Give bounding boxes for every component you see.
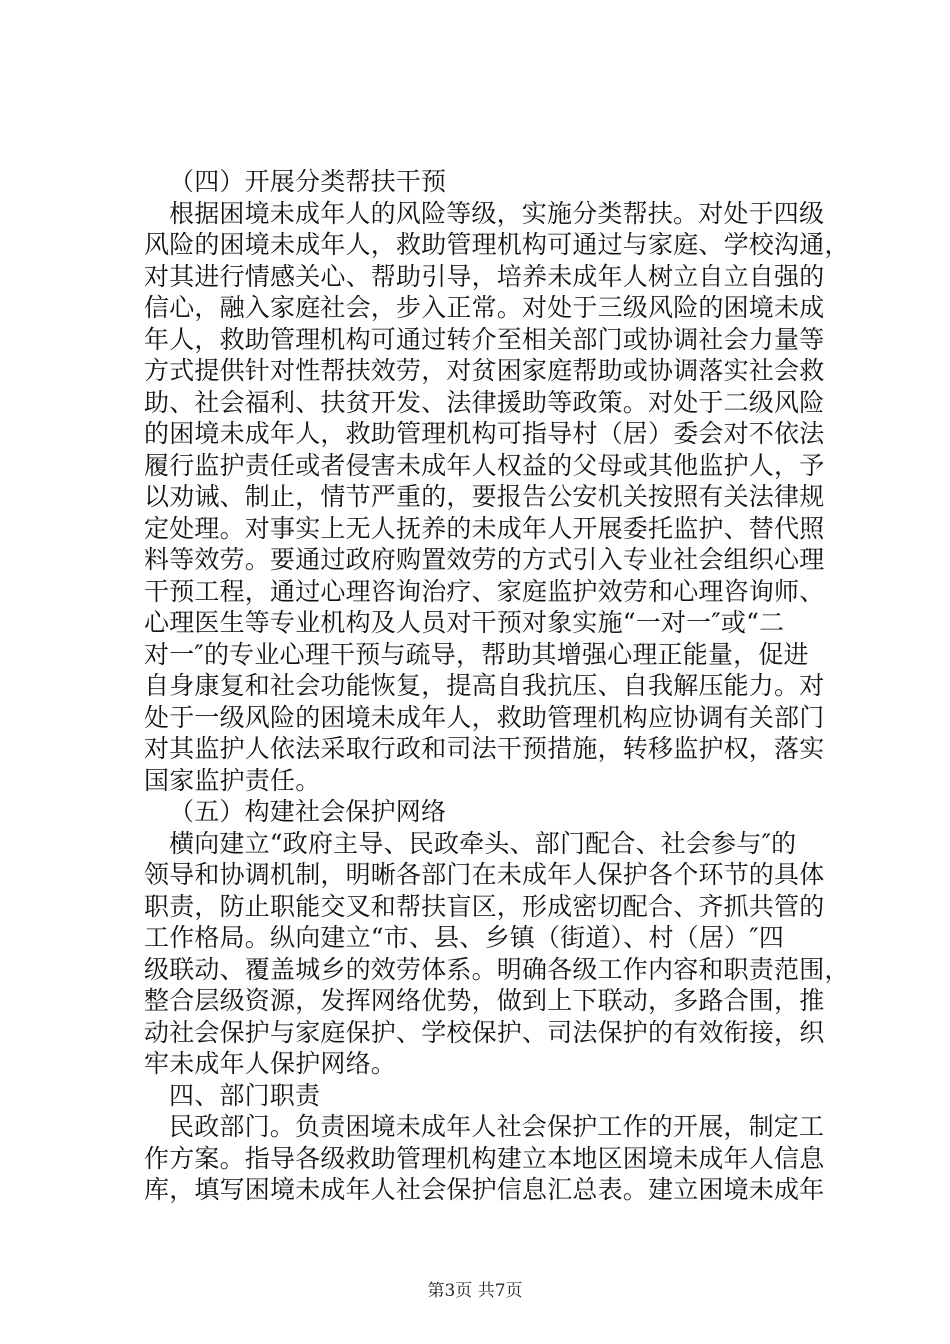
paragraph-line: 定处理。对事实上无人抚养的未成年人开展委托监护、替代照 <box>144 513 825 543</box>
section-heading-5: （五）构建社会保护网络 <box>169 797 447 826</box>
paragraph-line: 风险的困境未成年人，救助管理机构可通过与家庭、学校沟通， <box>144 230 850 259</box>
paragraph-line: 履行监护责任或者侵害未成年人权益的父母或其他监护人，予 <box>144 450 825 480</box>
paragraph-line: 国家监护责任。 <box>144 765 321 795</box>
paragraph-line: 处于一级风险的困境未成年人，救助管理机构应协调有关部门 <box>144 702 825 732</box>
paragraph-line: 根据困境未成年人的风险等级，实施分类帮扶。对处于四级 <box>169 198 825 228</box>
paragraph-line: 作方案。指导各级救助管理机构建立本地区困境未成年人信息 <box>144 1143 825 1173</box>
paragraph-line: 信心，融入家庭社会，步入正常。对处于三级风险的困境未成 <box>144 293 825 322</box>
paragraph-line: 民政部门。负责困境未成年人社会保护工作的开展，制定工 <box>169 1112 825 1141</box>
section-heading-duties: 四、部门职责 <box>169 1080 321 1110</box>
paragraph-line: 年人，救助管理机构可通过转介至相关部门或协调社会力量等 <box>144 324 825 354</box>
paragraph-line: 横向建立“政府主导、民政牵头、部门配合、社会参与″的 <box>169 828 797 858</box>
paragraph-line: 对其进行情感关心、帮助引导，培养未成年人树立自立自强的 <box>144 261 825 291</box>
paragraph-line: 对一″的专业心理干预与疏导，帮助其增强心理正能量，促进 <box>144 639 809 669</box>
paragraph-line: 方式提供针对性帮扶效劳，对贫困家庭帮助或协调落实社会救 <box>144 356 825 385</box>
paragraph-line: 职责，防止职能交叉和帮扶盲区，形成密切配合、齐抓共管的 <box>144 891 825 921</box>
page-footer: 第3页 共7页 <box>427 1281 523 1301</box>
paragraph-line: 动社会保护与家庭保护、学校保护、司法保护的有效衔接，织 <box>144 1017 825 1047</box>
document-body <box>144 166 850 1206</box>
paragraph-line: 心理医生等专业机构及人员对干预对象实施“一对一″或“二 <box>144 608 785 637</box>
paragraph-line: 牢未成年人保护网络。 <box>144 1049 397 1078</box>
paragraph-line: 库，填写困境未成年人社会保护信息汇总表。建立困境未成年 <box>144 1175 825 1204</box>
paragraph-line: 自身康复和社会功能恢复，提高自我抗压、自我解压能力。对 <box>144 671 825 700</box>
section-heading-4: （四）开展分类帮扶干预 <box>169 167 447 196</box>
paragraph-line: 级联动、覆盖城乡的效劳体系。明确各级工作内容和职责范围， <box>144 954 850 984</box>
paragraph-line: 领导和协调机制，明晰各部门在未成年人保护各个环节的具体 <box>144 860 825 889</box>
paragraph-line: 对其监护人依法采取行政和司法干预措施，转移监护权，落实 <box>144 734 825 763</box>
paragraph-line: 整合层级资源，发挥网络优势，做到上下联动，多路合围，推 <box>144 986 825 1015</box>
paragraph-line: 料等效劳。要通过政府购置效劳的方式引入专业社会组织心理 <box>144 545 825 574</box>
paragraph-line: 助、社会福利、扶贫开发、法律援助等政策。对处于二级风险 <box>144 387 825 417</box>
paragraph-line: 以劝诫、制止，情节严重的，要报告公安机关按照有关法律规 <box>144 482 825 511</box>
paragraph-line: 工作格局。纵向建立“市、县、乡镇（街道）、村（居）″四 <box>144 923 785 952</box>
paragraph-line: 的困境未成年人，救助管理机构可指导村（居）委会对不依法 <box>144 419 825 448</box>
paragraph-line: 干预工程，通过心理咨询治疗、家庭监护效劳和心理咨询师、 <box>144 576 825 606</box>
